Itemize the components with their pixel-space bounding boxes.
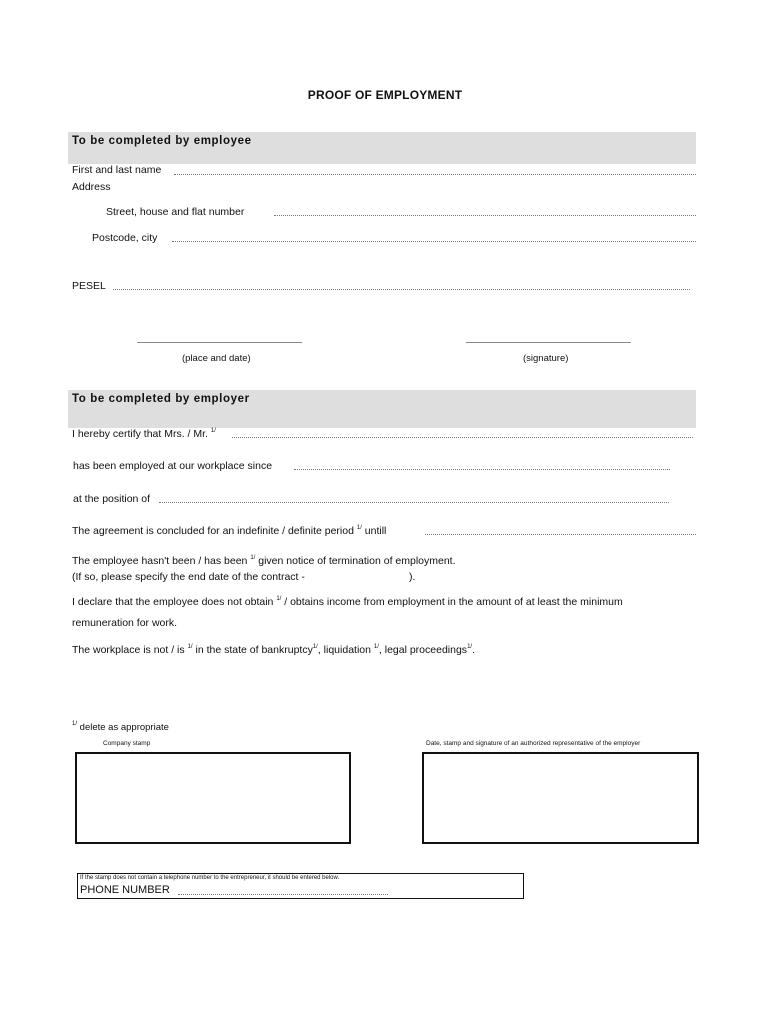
phone-label: PHONE NUMBER [80, 884, 170, 896]
notice-line-1 [72, 555, 456, 567]
phone-box [77, 873, 524, 899]
footnote-ref: 1/ [276, 596, 282, 602]
employee-section-header [68, 132, 696, 164]
certify-label [72, 428, 216, 440]
bankruptcy-text-a: The workplace is not / is [72, 644, 185, 656]
agreement-label [72, 525, 386, 537]
bankruptcy-text-d: , legal proceedings [378, 644, 468, 656]
phone-field[interactable] [178, 894, 388, 895]
employed-since-label: has been employed at our workplace since [73, 460, 273, 472]
footnote-ref: 1/ [356, 525, 362, 531]
notice-text-a: The employee hasn't been / has been [72, 555, 248, 567]
place-date-label: (place and date) [182, 353, 251, 364]
phone-note: If the stamp does not contain a telephone number to the entrepreneur, it should be entered below. [80, 875, 340, 881]
footnote-ref: 1/ [312, 644, 318, 650]
income-line-1 [72, 596, 623, 608]
postcode-label: Postcode, city [92, 232, 158, 244]
notice-line-2-a: (If so, please specify the end date of the contract - [72, 571, 305, 583]
street-field[interactable] [274, 215, 696, 216]
place-date-line[interactable] [137, 342, 302, 343]
signature-line[interactable] [466, 342, 631, 343]
footnote-ref: 1/ [210, 428, 216, 434]
notice-line-2-b: ). [409, 571, 416, 583]
income-text-b: / obtains income from employment in the amount of at least the minimum [284, 596, 623, 608]
street-label: Street, house and flat number [106, 206, 245, 218]
pesel-label: PESEL [72, 280, 106, 292]
representative-box[interactable] [422, 752, 699, 844]
footnote-ref: 1/ [187, 644, 193, 650]
postcode-field[interactable] [172, 241, 696, 242]
income-line-2: remuneration for work. [72, 617, 178, 629]
name-label: First and last name [72, 164, 162, 176]
employed-since-field[interactable] [294, 469, 670, 470]
bankruptcy-line [72, 644, 475, 656]
representative-label: Date, stamp and signature of an authorized representative of the employer [426, 740, 641, 747]
footnote-ref: 1/ [373, 644, 379, 650]
agreement-until-field[interactable] [425, 534, 696, 535]
bankruptcy-text-e: . [472, 644, 475, 656]
footnote-ref: 1/ [250, 555, 256, 561]
signature-label: (signature) [523, 353, 569, 364]
name-field[interactable] [174, 174, 696, 175]
employee-section-title: To be completed by employee [72, 135, 252, 147]
bankruptcy-text-c: , liquidation [317, 644, 371, 656]
employer-section-title: To be completed by employer [72, 393, 250, 405]
footnote-text: delete as appropriate [79, 722, 169, 733]
agreement-text: The agreement is concluded for an indefinite / definite period [72, 525, 354, 537]
agreement-until: untill [364, 525, 387, 537]
bankruptcy-text-b: in the state of bankruptcy [195, 644, 313, 656]
income-text-a: I declare that the employee does not obtain [72, 596, 274, 608]
footnote-mark: 1/ [72, 721, 78, 727]
position-label: at the position of [73, 493, 151, 505]
position-field[interactable] [159, 502, 669, 503]
address-label: Address [72, 181, 111, 193]
certify-text: I hereby certify that Mrs. / Mr. [72, 428, 208, 440]
employee-name-field[interactable] [232, 437, 693, 438]
company-stamp-box[interactable] [75, 752, 351, 844]
employer-section-header [68, 390, 696, 428]
footnote [72, 721, 169, 733]
notice-text-b: given notice of termination of employment. [258, 555, 456, 567]
company-stamp-label: Company stamp [103, 740, 151, 747]
page-title: PROOF OF EMPLOYMENT [307, 88, 463, 102]
pesel-field[interactable] [113, 289, 690, 290]
footnote-ref: 1/ [467, 644, 473, 650]
